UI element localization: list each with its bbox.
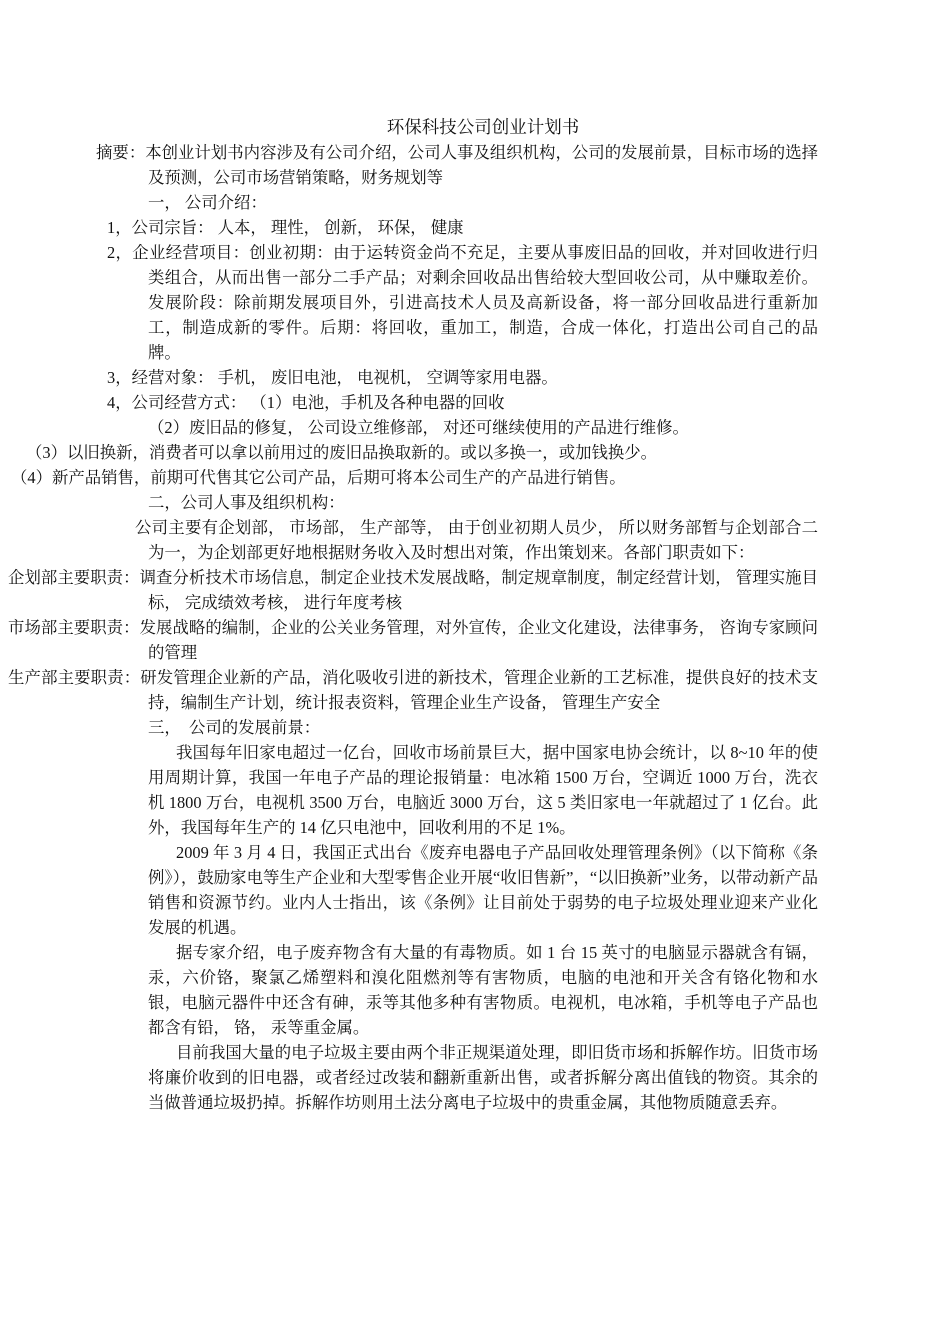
prospects-paragraph-4: 目前我国大量的电子垃圾主要由两个非正规渠道处理，即旧货市场和拆解作坊。旧货市场将廉价收到的旧电器，或者经过改装和翻新重新出售，或者拆解分离出值钱的物资。其余的当做普通垃圾扔掉。拆解作坊则用土法分离电子垃圾中的贵重金属，其他物质随意丢弃。 [148, 1043, 818, 1112]
prospects-paragraph-3: 据专家介绍，电子废弃物含有大量的有毒物质。如 1 台 15 英寸的电脑显示器就含有镉，汞，六价铬，聚氯乙烯塑料和溴化阻燃剂等有害物质，电脑的电池和开关含有铬化物和水银，电脑元器件中还含有砷，汞等其他多种有害物质。电视机，电冰箱，手机等电子产品也都含有铅， 铬， 汞等重金属。 [148, 943, 818, 1037]
dept-planning-duties: 企划部主要职责：调查分析技术市场信息，制定企业技术发展战略，制定规章制度，制定经营计划， 管理实施目标， 完成绩效考核， 进行年度考核 [8, 568, 818, 612]
method-sub-item-2: （2）废旧品的修复， 公司设立维修部， 对还可继续使用的产品进行维修。 [148, 418, 689, 437]
dept-production-duties: 生产部主要职责：研发管理企业新的产品，消化吸收引进的新技术，管理企业新的工艺标准，提供良好的技术支持，编制生产计划，统计报表资料，管理企业生产设备， 管理生产安全 [8, 668, 818, 712]
prospects-paragraph-1: 我国每年旧家电超过一亿台，回收市场前景巨大，据中国家电协会统计，以 8~10 年的使用周期计算，我国一年电子产品的理论报销量：电冰箱 1500 万台，空调近 1000 万台，洗衣机 1800 万台，电视机 3500 万台，电脑近 3000 万台，这 5 类旧家电一年就超过了 1 亿台。此外，我国每年生产的 14 亿只电池中，回收利用的不足 1%。 [148, 743, 818, 837]
section-1-heading: 一， 公司介绍： [148, 193, 267, 212]
prospects-paragraph-2: 2009 年 3 月 4 日，我国正式出台《废弃电器电子产品回收处理管理条例》（以下简称《条例》），鼓励家电等生产企业和大型零售企业开展“收旧售新”，“以旧换新”业务，以带动新产品销售和资源节约。业内人士指出，该《条例》让目前处于弱势的电子垃圾处理业迎来产业化发展的机遇。 [148, 843, 818, 937]
method-sub-item-4: （4）新产品销售，前期可代售其它公司产品，后期可将本公司生产的产品进行销售。 [11, 468, 626, 487]
dept-marketing-duties: 市场部主要职责：发展战略的编制，企业的公关业务管理，对外宣传，企业文化建设，法律事务， 咨询专家顾问的管理 [8, 618, 818, 662]
abstract-paragraph: 摘要：本创业计划书内容涉及有公司介绍，公司人事及组织机构，公司的发展前景，目标市场的选择及预测，公司市场营销策略，财务规划等 [96, 143, 818, 187]
item-company-purpose: 1，公司宗旨： 人本， 理性， 创新， 环保， 健康 [107, 218, 464, 237]
doc-title: 环保科技公司创业计划书 [386, 117, 580, 137]
method-sub-item-3: （3）以旧换新，消费者可以拿以前用过的废旧品换取新的。或以多换一，或加钱换少。 [26, 443, 658, 462]
item-business-scope: 2，企业经营项目：创业初期：由于运转资金尚不充足，主要从事废旧品的回收，并对回收进行归类组合，从而出售一部分二手产品；对剩余回收品出售给较大型回收公司，从中赚取差价。发展阶段：除前期发展项目外，引进高技术人员及高新设备，将一部分回收品进行重新加工，制造成新的零件。后期：将回收，重加工，制造，合成一体化，打造出公司自己的品牌。 [107, 243, 818, 362]
section-2-intro: 公司主要有企划部， 市场部， 生产部等， 由于创业初期人员少， 所以财务部暂与企划部合二为一，为企划部更好地根据财务收入及时想出对策，作出策划来。各部门职责如下： [135, 518, 818, 562]
item-business-methods: 4，公司经营方式： （1）电池，手机及各种电器的回收 [107, 393, 505, 412]
section-3-heading: 三， 公司的发展前景： [148, 718, 321, 737]
section-2-heading: 二，公司人事及组织机构： [148, 493, 345, 512]
item-business-targets: 3，经营对象： 手机， 废旧电池， 电视机， 空调等家用电器。 [107, 368, 558, 387]
